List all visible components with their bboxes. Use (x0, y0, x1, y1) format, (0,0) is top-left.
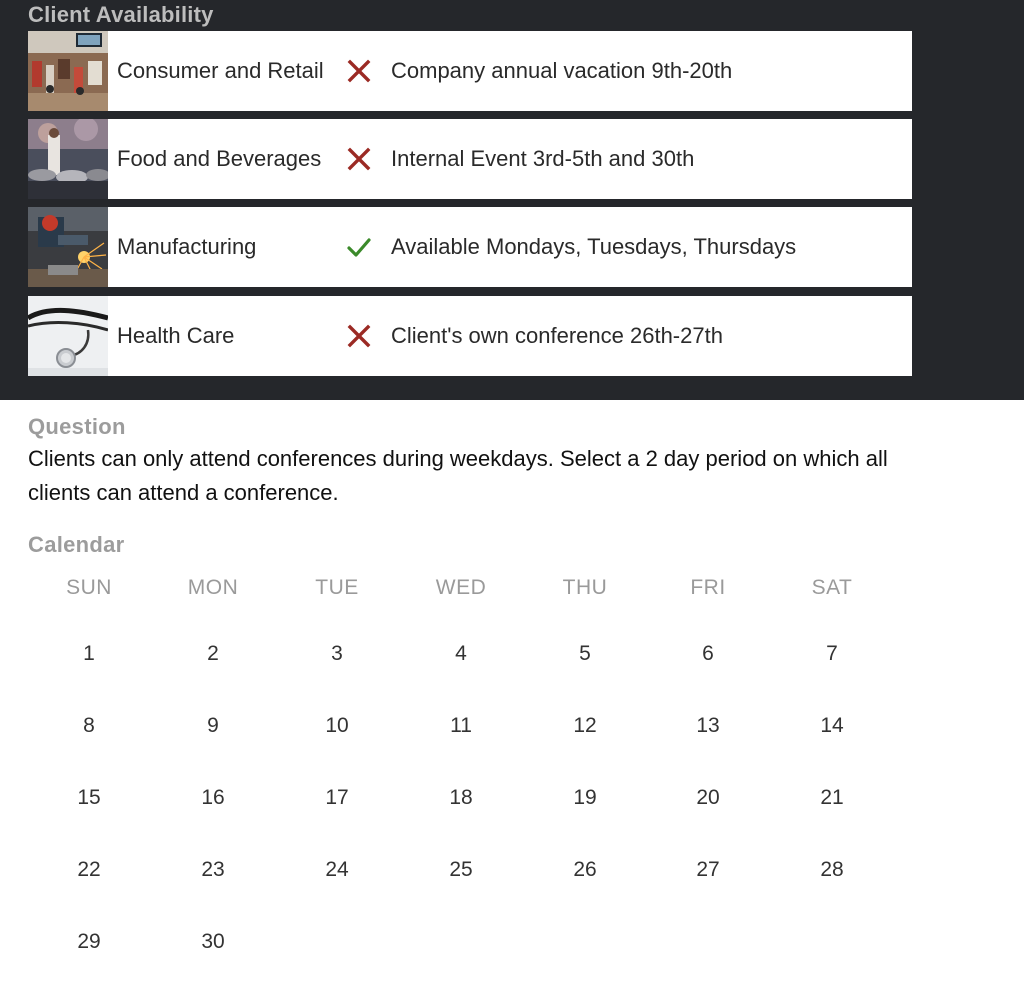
cross-icon (344, 56, 374, 86)
question-text: Clients can only attend conferences during weekdays. Select a 2 day period on which all clients can attend a conference. (28, 446, 888, 505)
calendar-day[interactable]: 22 (77, 858, 101, 881)
calendar-day[interactable]: 13 (696, 714, 720, 737)
calendar-day[interactable]: 27 (696, 858, 720, 881)
client-name: Manufacturing (117, 234, 257, 259)
weekday-label-thu: THU (562, 576, 608, 599)
calendar-day[interactable]: 23 (201, 858, 225, 881)
calendar-day[interactable]: 17 (325, 786, 349, 809)
client-note: Company annual vacation 9th-20th (391, 58, 733, 83)
calendar-day[interactable]: 9 (207, 714, 219, 737)
calendar-day[interactable]: 1 (83, 642, 95, 665)
cross-icon (344, 321, 374, 351)
client-note: Client's own conference 26th-27th (391, 323, 723, 348)
question-title: Question (28, 414, 126, 439)
client-row-manufacturing (28, 207, 912, 287)
weekday-label-mon: MON (187, 576, 239, 599)
calendar-day[interactable]: 8 (83, 714, 95, 737)
client-note: Available Mondays, Tuesdays, Thursdays (391, 234, 797, 259)
client-availability-title: Client Availability (28, 2, 214, 27)
retail-store-thumbnail (28, 31, 108, 111)
weekday-label-sun: SUN (66, 576, 112, 599)
client-name: Health Care (117, 323, 235, 348)
calendar-day[interactable]: 2 (207, 642, 219, 665)
weekday-label-sat: SAT (811, 576, 853, 599)
calendar-day[interactable]: 30 (201, 930, 225, 953)
weekday-label-fri: FRI (690, 576, 726, 599)
calendar-day[interactable]: 19 (573, 786, 597, 809)
calendar-day[interactable]: 7 (826, 642, 838, 665)
calendar-day[interactable]: 25 (449, 858, 473, 881)
client-name: Consumer and Retail (117, 58, 324, 83)
welding-thumbnail (28, 207, 108, 287)
calendar-day[interactable]: 26 (573, 858, 597, 881)
calendar-day[interactable]: 6 (702, 642, 714, 665)
check-icon (344, 232, 374, 262)
calendar-day[interactable]: 12 (573, 714, 597, 737)
client-row-consumer-retail (28, 31, 912, 111)
calendar-day[interactable]: 20 (696, 786, 720, 809)
weekday-label-wed: WED (435, 576, 487, 599)
client-row-food-beverages (28, 119, 912, 199)
client-row-health-care (28, 296, 912, 376)
calendar-day[interactable]: 11 (450, 714, 472, 737)
client-availability-panel (0, 0, 1024, 400)
calendar-day[interactable]: 14 (820, 714, 844, 737)
weekday-label-tue: TUE (315, 576, 359, 599)
calendar-day[interactable]: 28 (820, 858, 844, 881)
calendar-day[interactable]: 15 (77, 786, 101, 809)
calendar-day[interactable]: 10 (325, 714, 349, 737)
calendar-day[interactable]: 3 (331, 642, 343, 665)
client-name: Food and Beverages (117, 146, 322, 171)
calendar-day[interactable]: 5 (579, 642, 591, 665)
calendar-day[interactable]: 18 (449, 786, 473, 809)
cross-icon (344, 144, 374, 174)
calendar-day[interactable]: 4 (455, 642, 467, 665)
calendar-title: Calendar (28, 532, 125, 557)
calendar-day[interactable]: 16 (201, 786, 225, 809)
stethoscope-thumbnail (28, 296, 108, 376)
calendar-day[interactable]: 24 (325, 858, 349, 881)
calendar-day[interactable]: 21 (820, 786, 844, 809)
kitchen-thumbnail (28, 119, 108, 199)
client-note: Internal Event 3rd-5th and 30th (391, 146, 695, 171)
calendar-day[interactable]: 29 (77, 930, 101, 953)
